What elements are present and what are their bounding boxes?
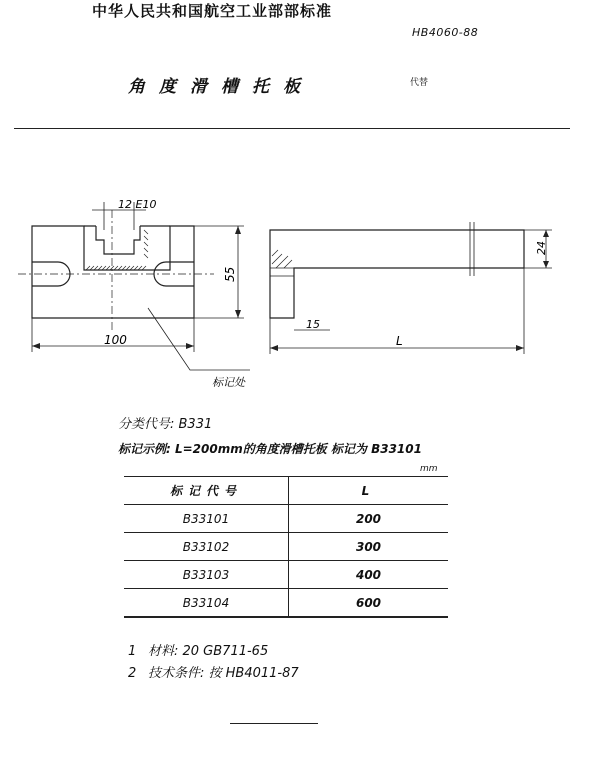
unit-label: mm	[420, 464, 438, 474]
header-divider	[14, 128, 570, 129]
note-number: 1	[128, 644, 137, 659]
table-row	[124, 533, 448, 561]
document-title: 角度滑槽托板	[128, 77, 314, 97]
side-view-outline	[270, 230, 524, 318]
note-material	[128, 640, 268, 659]
note-number: 2	[128, 666, 137, 681]
standard-organization: 中华人民共和国航空工业部部标准	[92, 2, 333, 20]
replaces-label: 代替	[410, 78, 429, 88]
note-technical-conditions	[128, 662, 299, 681]
header-length: L	[361, 483, 376, 498]
cell-code: B33102	[124, 533, 289, 561]
t-slot	[96, 226, 140, 254]
classification-code: 分类代号: B331	[118, 417, 213, 432]
marking-label: 标记处	[212, 376, 245, 389]
cell-length: 300	[355, 539, 382, 554]
front-view-outline	[32, 226, 194, 318]
spec-table	[124, 476, 448, 618]
dim-thickness: 24	[535, 241, 548, 255]
technical-drawing	[0, 190, 600, 405]
cell-code: B33103	[124, 561, 289, 589]
cell-length: 600	[355, 595, 382, 610]
table-header-row	[124, 477, 448, 505]
standard-code: HB4060-88	[412, 26, 479, 39]
table-row	[124, 505, 448, 533]
cell-code: B33104	[124, 589, 289, 618]
note-text: 技术条件: 按 HB4011-87	[148, 666, 299, 681]
marking-example: 标记示例: L=200mm的角度滑槽托板 标记为 B33101	[118, 442, 422, 456]
dim-length: L	[396, 334, 403, 348]
cell-length: 400	[355, 567, 382, 582]
table-row	[124, 561, 448, 589]
dim-width: 100	[104, 333, 127, 347]
note-text: 材料: 20 GB711-65	[148, 644, 269, 659]
end-line	[230, 723, 318, 724]
header-marking-code: 标记代号	[124, 477, 289, 505]
dim-offset: 15	[306, 318, 320, 331]
dim-height: 55	[223, 266, 237, 282]
dim-slot: 12 E10	[118, 198, 157, 211]
cell-code: B33101	[124, 505, 289, 533]
table-row	[124, 589, 448, 618]
cell-length: 200	[355, 511, 382, 526]
